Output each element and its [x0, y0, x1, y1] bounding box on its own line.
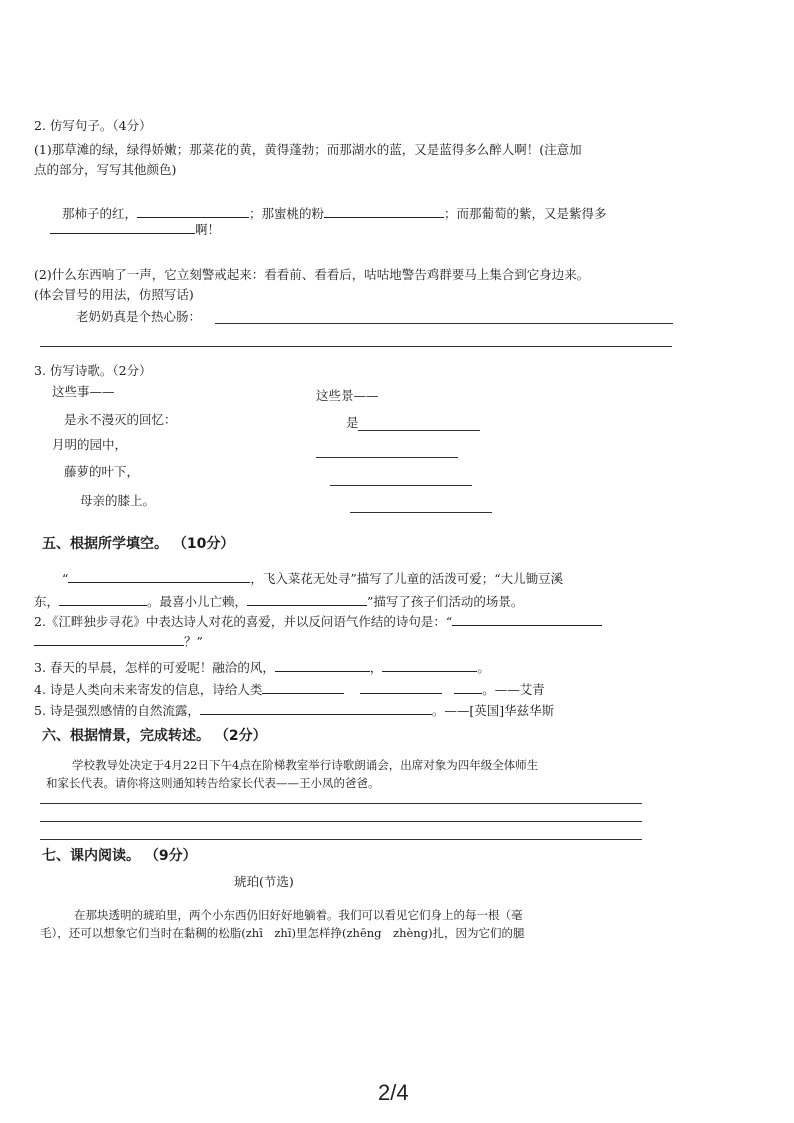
s5-blank-3[interactable]	[247, 592, 367, 606]
s7-passage-line2: 毛），还可以想象它们当时在黏稠的松脂(zhī zhī)里怎样挣(zhēng zhèng)扎，因为它们的腿	[40, 926, 525, 940]
s5-item1-row2	[34, 592, 523, 610]
q2-blank-2[interactable]	[324, 204, 444, 218]
s5-item5-text-a: 5. 诗是强烈感情的自然流露，	[34, 703, 200, 718]
q2-fill1-text-c: ；而那葡萄的紫，又是紫得多	[444, 206, 607, 221]
q3-blank-1[interactable]	[358, 430, 480, 431]
q2-p1-line2: 点的部分，写写其他颜色)	[34, 162, 177, 177]
s5-item2-row1	[34, 612, 602, 630]
s5-item3-text-a: 3. 春天的早晨，怎样的可爱呢！融洽的风，	[34, 660, 275, 675]
q2-answer-line-2[interactable]	[40, 346, 672, 347]
q2-p1-line1: (1)那草滩的绿，绿得娇嫩；那菜花的黄，黄得蓬勃；而那湖水的蓝，又是蓝得多么醉人啊！(注意加	[34, 142, 582, 157]
s5-blank-7[interactable]	[382, 658, 477, 672]
s5-blank-5[interactable]	[34, 632, 184, 646]
s5-item2-text-a: 2.《江畔独步寻花》中表达诗人对花的喜爱，并以反问语气作结的诗句是：“	[34, 614, 453, 629]
s5-item1-quote: “	[62, 571, 69, 586]
s5-blank-4[interactable]	[452, 612, 602, 626]
s5-item1-row1	[62, 569, 563, 587]
q2-p2-line2: (体会冒号的用法，仿照写话)	[34, 287, 194, 302]
s5-item1-text-c: 东，	[34, 594, 60, 609]
s5-blank-10[interactable]	[454, 680, 482, 694]
s6-answer-line-2[interactable]	[40, 821, 642, 822]
s5-item2-row2	[34, 632, 203, 650]
s6-para-line1: 学校教导处决定于4月22日下午4点在阶梯教室举行诗歌朗诵会，出席对象为四年级全体师生	[72, 758, 539, 772]
q2-fill-row2	[50, 220, 220, 238]
s5-item1-text-b: ，飞入菜花无处寻”描写了儿童的活泼可爱；“大儿锄豆溪	[250, 571, 564, 586]
s5-blank-8[interactable]	[262, 680, 344, 694]
s5-blank-9[interactable]	[360, 680, 442, 694]
s6-header: 六、根据情景，完成转述。 （2分）	[42, 728, 267, 744]
q3-left-line-2: 是永不漫灭的回忆：	[64, 412, 177, 427]
s5-item1-text-e: ”描写了孩子们活动的场景。	[367, 594, 524, 609]
s5-item5	[34, 701, 554, 719]
s5-item1-text-d: 。最喜小儿亡赖，	[147, 594, 248, 609]
s7-header: 七、课内阅读。 （9分）	[42, 848, 197, 864]
q2-blank-1[interactable]	[137, 204, 249, 218]
s5-item4-text-b: 。——艾青	[482, 682, 545, 697]
s5-item4-text-a: 4. 诗是人类向未来寄发的信息，诗给人类	[34, 682, 263, 697]
q3-blank-4[interactable]	[350, 512, 492, 513]
s6-para-line2: 和家长代表。请你将这则通知转告给家长代表——王小凤的爸爸。	[46, 776, 380, 790]
s5-blank-6[interactable]	[275, 658, 370, 672]
s5-item3-text-c: 。	[477, 660, 490, 675]
q3-right-prefix: 是	[346, 415, 359, 430]
s5-blank-2[interactable]	[59, 592, 147, 606]
q3-left-line-5: 母亲的膝上。	[80, 493, 156, 508]
q3-header: 3. 仿写诗歌。（2分）	[34, 363, 152, 378]
q3-blank-3[interactable]	[330, 485, 472, 486]
s5-item4	[34, 680, 545, 698]
s5-item5-text-b: 。——[英国]华兹华斯	[431, 703, 555, 718]
s5-blank-11[interactable]	[200, 701, 432, 715]
s5-header: 五、根据所学填空。 （10分）	[42, 536, 235, 552]
q2-blank-3[interactable]	[50, 220, 195, 234]
q2-fill1-text-b: ；那蜜桃的粉	[249, 206, 325, 221]
s6-answer-line-3[interactable]	[40, 839, 642, 840]
s5-blank-1[interactable]	[68, 569, 250, 583]
s5-item3-text-b: ，	[369, 660, 383, 675]
q2-fill2-text: 啊！	[195, 222, 221, 237]
s5-item3	[34, 658, 490, 676]
q2-header: 2. 仿写句子。（4分）	[34, 118, 152, 133]
s6-answer-line-1[interactable]	[40, 803, 642, 804]
q2-answer-line-1[interactable]	[215, 323, 673, 324]
s7-passage-title: 琥珀(节选)	[234, 874, 294, 889]
q3-right-title: 这些景——	[316, 388, 379, 403]
q3-left-line-4: 藤萝的叶下，	[64, 464, 140, 479]
q3-left-line-3: 月明的园中，	[52, 437, 128, 452]
q2-p2-line1: (2)什么东西响了一声，它立刻警戒起来：看看前、看看后，咕咕地警告鸡群要马上集合到它身边来。	[34, 267, 590, 282]
page-number: 2/4	[378, 1080, 409, 1105]
s7-passage-line1: 在那块透明的琥珀里，两个小东西仍旧好好地躺着。我们可以看见它们身上的每一根（毫	[74, 908, 523, 922]
q3-blank-2[interactable]	[316, 457, 458, 458]
q2-fill1-text-a: 那柿子的红，	[62, 206, 138, 221]
q3-left-line-1: 这些事——	[52, 384, 115, 399]
s5-item2-text-b: ？”	[184, 634, 203, 649]
q2-p2-prompt: 老奶奶真是个热心肠：	[76, 309, 202, 324]
